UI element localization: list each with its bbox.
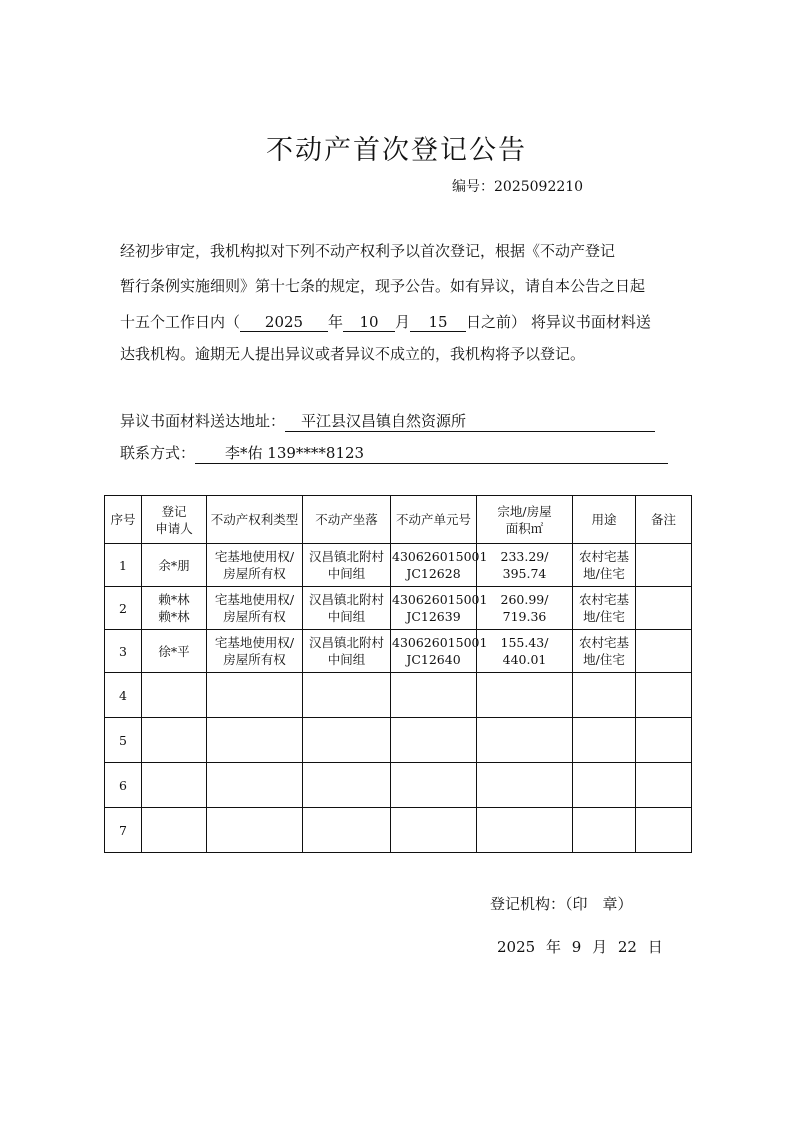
cell-location-line-1: 汉昌镇北附村 bbox=[308, 635, 384, 650]
deadline-year-unit: 年 bbox=[328, 313, 344, 331]
cell-empty bbox=[207, 718, 303, 763]
header-seq: 序号 bbox=[105, 496, 142, 544]
objection-contact-label: 联系方式： bbox=[120, 444, 196, 462]
deadline-day: 15 bbox=[410, 314, 466, 332]
cell-usage-line-1: 农村宅基 bbox=[578, 549, 629, 564]
deadline-year: 2025 bbox=[240, 314, 328, 332]
cell-usage-line-2: 地/住宅 bbox=[583, 566, 625, 581]
cell-unit-no-line-1: 430626015001 bbox=[392, 635, 488, 650]
table-row-empty bbox=[105, 718, 692, 763]
cell-unit-no bbox=[391, 544, 488, 587]
body-line-3-suffix: 日之前） 将异议书面材料送 bbox=[466, 313, 651, 331]
cell-location bbox=[303, 544, 391, 587]
cell-applicant-line-2: 赖*林 bbox=[158, 609, 190, 624]
cell-right-type bbox=[207, 630, 303, 673]
cell-unit-no-line-1: 430626015001 bbox=[392, 592, 488, 607]
cell-remark bbox=[636, 587, 692, 630]
page-title: 不动产首次登记公告 bbox=[266, 135, 527, 166]
cell-remark bbox=[636, 630, 692, 673]
cell-usage-line-1: 农村宅基 bbox=[578, 635, 629, 650]
cell-area: 260.99/ 719.36 bbox=[477, 587, 573, 630]
table-row bbox=[105, 630, 692, 673]
announcement-date bbox=[497, 936, 663, 957]
cell-empty bbox=[207, 673, 303, 718]
cell-right-type-line-1: 宅基地使用权/ bbox=[214, 592, 295, 607]
cell-empty bbox=[573, 673, 636, 718]
cell-location-line-2: 中间组 bbox=[327, 566, 366, 581]
cell-usage bbox=[573, 587, 636, 630]
date-year: 2025 bbox=[497, 938, 536, 956]
cell-empty bbox=[303, 673, 391, 718]
table-row-empty bbox=[105, 673, 692, 718]
cell-seq: 4 bbox=[105, 673, 142, 718]
header-area-line-2: 面积㎡ bbox=[505, 520, 544, 536]
cell-empty bbox=[207, 763, 303, 808]
cell-location-line-1: 汉昌镇北附村 bbox=[308, 592, 384, 607]
table-row bbox=[105, 544, 692, 587]
header-applicant-line-2: 申请人 bbox=[155, 520, 193, 536]
cell-empty bbox=[391, 763, 477, 808]
cell-applicant bbox=[142, 630, 207, 673]
deadline-month: 10 bbox=[343, 314, 395, 332]
cell-right-type-line-2: 房屋所有权 bbox=[223, 609, 286, 624]
cell-empty bbox=[636, 808, 692, 853]
table-row bbox=[105, 587, 692, 630]
cell-empty bbox=[477, 673, 573, 718]
cell-unit-no-line-2: JC12640 bbox=[406, 652, 461, 667]
cell-usage bbox=[573, 630, 636, 673]
objection-contact-value: 李*佑 139****8123 bbox=[195, 442, 668, 464]
objection-address bbox=[120, 410, 655, 432]
header-location: 不动产坐落 bbox=[303, 496, 391, 544]
cell-empty bbox=[477, 718, 573, 763]
header-area-line-1: 宗地/房屋 bbox=[497, 503, 552, 519]
cell-usage-line-1: 农村宅基 bbox=[578, 592, 629, 607]
table-row-empty bbox=[105, 808, 692, 853]
document-number: 编号：2025092210 bbox=[452, 179, 584, 195]
cell-applicant-line-1: 余*朋 bbox=[158, 557, 190, 573]
cell-empty bbox=[573, 718, 636, 763]
cell-empty bbox=[207, 808, 303, 853]
objection-address-value: 平江县汉昌镇自然资源所 bbox=[285, 410, 655, 432]
table-header-row bbox=[105, 496, 692, 544]
date-month-unit: 月 bbox=[592, 938, 608, 956]
cell-location bbox=[303, 587, 391, 630]
cell-seq: 3 bbox=[105, 630, 142, 673]
cell-right-type bbox=[207, 587, 303, 630]
cell-empty bbox=[477, 808, 573, 853]
header-right-type: 不动产权利类型 bbox=[207, 496, 303, 544]
cell-empty bbox=[636, 763, 692, 808]
cell-empty bbox=[303, 763, 391, 808]
cell-seq: 1 bbox=[105, 544, 142, 587]
cell-applicant-line-1: 徐*平 bbox=[158, 643, 190, 659]
cell-unit-no-line-2: JC12628 bbox=[406, 566, 461, 581]
cell-right-type-line-2: 房屋所有权 bbox=[223, 566, 286, 581]
cell-location-line-1: 汉昌镇北附村 bbox=[308, 549, 384, 564]
deadline-month-unit: 月 bbox=[395, 313, 411, 331]
cell-right-type-line-2: 房屋所有权 bbox=[223, 652, 286, 667]
body-line-3-prefix: 十五个工作日内（ bbox=[120, 313, 241, 331]
header-remark: 备注 bbox=[636, 496, 692, 544]
cell-empty bbox=[391, 808, 477, 853]
cell-right-type-line-1: 宅基地使用权/ bbox=[214, 549, 295, 564]
cell-usage-line-2: 地/住宅 bbox=[583, 652, 625, 667]
cell-location bbox=[303, 630, 391, 673]
date-month: 9 bbox=[571, 938, 582, 956]
cell-unit-no bbox=[391, 630, 488, 673]
cell-remark bbox=[636, 544, 692, 587]
cell-seq: 2 bbox=[105, 587, 142, 630]
cell-applicant bbox=[142, 544, 207, 587]
cell-empty bbox=[477, 763, 573, 808]
registration-table bbox=[104, 495, 692, 853]
cell-location-line-2: 中间组 bbox=[327, 609, 366, 624]
objection-address-label: 异议书面材料送达地址： bbox=[120, 412, 286, 430]
header-applicant-line-1: 登记 bbox=[161, 503, 187, 519]
cell-location-line-2: 中间组 bbox=[327, 652, 366, 667]
cell-empty bbox=[573, 808, 636, 853]
body-line-4: 达我机构。逾期无人提出异议或者异议不成立的，我机构将予以登记。 bbox=[120, 345, 586, 363]
cell-empty bbox=[573, 763, 636, 808]
table-row-empty bbox=[105, 763, 692, 808]
cell-unit-no bbox=[391, 587, 488, 630]
body-line-3 bbox=[120, 311, 680, 332]
date-day-unit: 日 bbox=[647, 938, 663, 956]
header-area bbox=[477, 496, 573, 544]
cell-usage bbox=[573, 544, 636, 587]
cell-right-type bbox=[207, 544, 303, 587]
cell-empty bbox=[636, 718, 692, 763]
date-day: 22 bbox=[617, 938, 637, 956]
cell-area: 233.29/ 395.74 bbox=[477, 544, 573, 587]
cell-empty bbox=[142, 763, 207, 808]
cell-area: 155.43/ 440.01 bbox=[477, 630, 573, 673]
cell-seq: 5 bbox=[105, 718, 142, 763]
cell-right-type-line-1: 宅基地使用权/ bbox=[214, 635, 295, 650]
header-usage: 用途 bbox=[573, 496, 636, 544]
body-line-1: 经初步审定，我机构拟对下列不动产权利予以首次登记，根据《不动产登记 bbox=[120, 242, 616, 260]
cell-usage-line-2: 地/住宅 bbox=[583, 609, 625, 624]
cell-seq: 7 bbox=[105, 808, 142, 853]
cell-unit-no-line-1: 430626015001 bbox=[392, 549, 488, 564]
cell-empty bbox=[142, 718, 207, 763]
cell-applicant bbox=[142, 587, 207, 630]
cell-empty bbox=[391, 673, 477, 718]
date-year-unit: 年 bbox=[545, 938, 561, 956]
header-unit-no: 不动产单元号 bbox=[391, 496, 477, 544]
registration-agency: 登记机构：（印 章） bbox=[490, 895, 633, 913]
cell-unit-no-line-2: JC12639 bbox=[406, 609, 461, 624]
cell-empty bbox=[303, 808, 391, 853]
objection-contact bbox=[120, 442, 668, 464]
cell-empty bbox=[303, 718, 391, 763]
cell-empty bbox=[391, 718, 477, 763]
cell-applicant-line-1: 赖*林 bbox=[158, 592, 190, 607]
cell-seq: 6 bbox=[105, 763, 142, 808]
body-line-2: 暂行条例实施细则》第十七条的规定，现予公告。如有异议，请自本公告之日起 bbox=[120, 277, 646, 295]
cell-empty bbox=[142, 808, 207, 853]
cell-empty bbox=[142, 673, 207, 718]
cell-empty bbox=[636, 673, 692, 718]
header-applicant bbox=[142, 496, 207, 544]
